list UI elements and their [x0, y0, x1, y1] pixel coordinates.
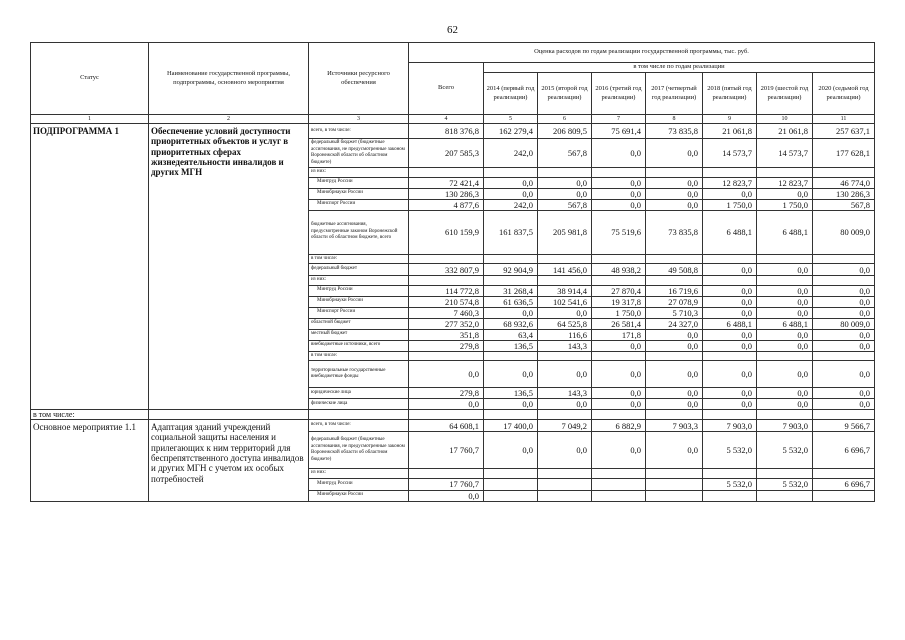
value-cell: 0,0	[592, 199, 646, 210]
value-cell	[409, 254, 484, 264]
value-cell	[703, 254, 757, 264]
column-number: 11	[813, 115, 875, 124]
value-cell	[409, 469, 484, 479]
value-cell: 0,0	[813, 329, 875, 340]
value-cell: 5 532,0	[757, 432, 813, 469]
value-cell: 1 750,0	[592, 307, 646, 318]
value-cell: 0,0	[592, 340, 646, 351]
value-cell	[409, 168, 484, 178]
value-cell	[646, 478, 703, 490]
value-cell: 143,3	[538, 340, 592, 351]
value-cell: 72 421,4	[409, 177, 484, 188]
value-cell: 161 837,5	[484, 210, 538, 254]
value-cell: 61 636,5	[484, 296, 538, 307]
header-name: Наименование государственной программы, подпрограммы, основного мероприятия	[149, 43, 309, 115]
value-cell: 242,0	[484, 139, 538, 168]
source-cell: Минобрнауки России	[309, 188, 409, 199]
empty-cell	[409, 410, 484, 420]
empty-cell	[149, 410, 309, 420]
value-cell: 80 009,0	[813, 210, 875, 254]
value-cell: 177 628,1	[813, 139, 875, 168]
value-cell: 6 882,9	[592, 420, 646, 432]
empty-cell	[538, 410, 592, 420]
value-cell	[592, 490, 646, 501]
value-cell: 0,0	[484, 188, 538, 199]
value-cell: 5 532,0	[703, 478, 757, 490]
value-cell: 1 750,0	[703, 199, 757, 210]
value-cell: 49 508,8	[646, 264, 703, 276]
source-cell: Минобрнауки России	[309, 490, 409, 501]
value-cell	[703, 276, 757, 286]
value-cell	[409, 276, 484, 286]
value-cell: 6 488,1	[703, 318, 757, 329]
value-cell: 0,0	[757, 307, 813, 318]
value-cell: 0,0	[538, 307, 592, 318]
value-cell: 73 835,8	[646, 124, 703, 139]
value-cell	[484, 478, 538, 490]
value-cell	[646, 168, 703, 178]
value-cell: 6 488,1	[757, 318, 813, 329]
value-cell: 1 750,0	[757, 199, 813, 210]
column-number: 8	[646, 115, 703, 124]
value-cell: 27 078,9	[646, 296, 703, 307]
value-cell: 205 981,8	[538, 210, 592, 254]
column-number: 5	[484, 115, 538, 124]
value-cell: 0,0	[538, 432, 592, 469]
budget-table	[30, 42, 875, 502]
value-cell: 0,0	[646, 188, 703, 199]
value-cell: 6 696,7	[813, 432, 875, 469]
value-cell: 0,0	[592, 388, 646, 399]
value-cell: 279,8	[409, 388, 484, 399]
source-cell: Минспорт России	[309, 307, 409, 318]
value-cell: 21 061,8	[703, 124, 757, 139]
header-year: 2020 (седьмой год реализации)	[813, 73, 875, 115]
source-cell: из них:	[309, 469, 409, 479]
value-cell: 14 573,7	[757, 139, 813, 168]
value-cell: 0,0	[703, 388, 757, 399]
value-cell: 21 061,8	[757, 124, 813, 139]
value-cell: 31 268,4	[484, 285, 538, 296]
header-estimate: Оценка расходов по годам реализации государственной программы, тыс. руб.	[409, 43, 875, 63]
value-cell: 80 009,0	[813, 318, 875, 329]
value-cell: 0,0	[703, 264, 757, 276]
value-cell	[484, 168, 538, 178]
header-status: Статус	[31, 43, 149, 115]
in-that-number-label: в том числе:	[31, 410, 149, 420]
value-cell: 48 938,2	[592, 264, 646, 276]
value-cell	[703, 469, 757, 479]
value-cell: 332 807,9	[409, 264, 484, 276]
value-cell: 0,0	[703, 188, 757, 199]
source-cell: территориальные государственные внебюджетные фонды	[309, 361, 409, 388]
value-cell: 0,0	[757, 296, 813, 307]
empty-cell	[592, 410, 646, 420]
page-number: 62	[447, 24, 458, 36]
value-cell: 351,8	[409, 329, 484, 340]
value-cell	[813, 490, 875, 501]
source-cell: Минтруд России	[309, 285, 409, 296]
value-cell	[538, 469, 592, 479]
value-cell: 0,0	[757, 340, 813, 351]
value-cell: 141 456,0	[538, 264, 592, 276]
empty-cell	[703, 410, 757, 420]
value-cell: 0,0	[813, 264, 875, 276]
source-cell: Минтруд России	[309, 177, 409, 188]
value-cell: 16 719,6	[646, 285, 703, 296]
value-cell: 102 541,6	[538, 296, 592, 307]
source-cell: в том числе:	[309, 351, 409, 361]
value-cell	[592, 168, 646, 178]
table-row	[31, 410, 875, 420]
column-number: 10	[757, 115, 813, 124]
value-cell: 257 637,1	[813, 124, 875, 139]
value-cell: 0,0	[813, 399, 875, 410]
value-cell: 17 760,7	[409, 432, 484, 469]
value-cell	[757, 254, 813, 264]
value-cell	[484, 276, 538, 286]
value-cell: 0,0	[757, 285, 813, 296]
table-row	[31, 124, 875, 139]
value-cell: 0,0	[646, 340, 703, 351]
value-cell: 26 581,4	[592, 318, 646, 329]
value-cell: 0,0	[646, 388, 703, 399]
value-cell: 242,0	[484, 199, 538, 210]
value-cell: 567,8	[538, 139, 592, 168]
source-cell: Минтруд России	[309, 478, 409, 490]
value-cell: 17 760,7	[409, 478, 484, 490]
value-cell	[484, 254, 538, 264]
value-cell: 0,0	[592, 139, 646, 168]
value-cell: 279,8	[409, 340, 484, 351]
source-cell: федеральный бюджет	[309, 264, 409, 276]
value-cell: 0,0	[592, 177, 646, 188]
source-cell: федеральный бюджет (бюджетные ассигнования, не предусмотренные законом Воронежской области об областном бюджете)	[309, 432, 409, 469]
column-number: 7	[592, 115, 646, 124]
value-cell: 0,0	[703, 307, 757, 318]
value-cell: 7 049,2	[538, 420, 592, 432]
value-cell	[757, 276, 813, 286]
value-cell: 567,8	[538, 199, 592, 210]
value-cell	[757, 351, 813, 361]
value-cell: 0,0	[409, 490, 484, 501]
value-cell	[538, 276, 592, 286]
value-cell	[484, 469, 538, 479]
value-cell	[757, 469, 813, 479]
source-cell: всего, в том числе:	[309, 124, 409, 139]
value-cell: 64 608,1	[409, 420, 484, 432]
value-cell: 0,0	[813, 340, 875, 351]
value-cell	[409, 351, 484, 361]
value-cell: 0,0	[703, 361, 757, 388]
value-cell: 0,0	[813, 296, 875, 307]
value-cell: 0,0	[592, 399, 646, 410]
value-cell: 7 460,3	[409, 307, 484, 318]
empty-cell	[813, 410, 875, 420]
value-cell: 0,0	[538, 188, 592, 199]
value-cell	[538, 490, 592, 501]
value-cell: 0,0	[409, 399, 484, 410]
header-year: 2017 (четвертый год реализации)	[646, 73, 703, 115]
value-cell	[592, 276, 646, 286]
value-cell: 0,0	[703, 285, 757, 296]
value-cell	[757, 490, 813, 501]
value-cell	[703, 490, 757, 501]
value-cell: 114 772,8	[409, 285, 484, 296]
value-cell: 64 525,8	[538, 318, 592, 329]
value-cell: 206 809,5	[538, 124, 592, 139]
source-cell: в том числе:	[309, 254, 409, 264]
value-cell	[646, 254, 703, 264]
empty-cell	[309, 410, 409, 420]
value-cell: 818 376,8	[409, 124, 484, 139]
source-cell: всего, в том числе:	[309, 420, 409, 432]
value-cell: 19 317,8	[592, 296, 646, 307]
value-cell: 4 877,6	[409, 199, 484, 210]
value-cell: 0,0	[538, 361, 592, 388]
value-cell	[592, 351, 646, 361]
value-cell: 14 573,7	[703, 139, 757, 168]
value-cell: 6 696,7	[813, 478, 875, 490]
value-cell: 136,5	[484, 388, 538, 399]
value-cell: 38 914,4	[538, 285, 592, 296]
value-cell	[703, 351, 757, 361]
source-cell: из них:	[309, 168, 409, 178]
value-cell	[538, 478, 592, 490]
column-number: 4	[409, 115, 484, 124]
value-cell: 0,0	[592, 432, 646, 469]
value-cell: 0,0	[757, 329, 813, 340]
value-cell: 9 566,7	[813, 420, 875, 432]
value-cell: 0,0	[757, 399, 813, 410]
value-cell: 0,0	[484, 307, 538, 318]
value-cell	[813, 254, 875, 264]
value-cell: 6 488,1	[757, 210, 813, 254]
value-cell: 0,0	[646, 177, 703, 188]
source-cell: областной бюджет	[309, 318, 409, 329]
value-cell	[538, 351, 592, 361]
value-cell: 12 823,7	[703, 177, 757, 188]
value-cell	[646, 469, 703, 479]
header-year: 2019 (шестой год реализации)	[757, 73, 813, 115]
value-cell: 0,0	[592, 361, 646, 388]
value-cell: 0,0	[484, 432, 538, 469]
value-cell: 24 327,0	[646, 318, 703, 329]
value-cell	[538, 254, 592, 264]
column-number: 3	[309, 115, 409, 124]
value-cell: 0,0	[703, 329, 757, 340]
source-cell: федеральный бюджет (бюджетные ассигнования, не предусмотренные законом Воронежской области об областном бюджете)	[309, 139, 409, 168]
value-cell: 0,0	[757, 264, 813, 276]
value-cell: 5 710,3	[646, 307, 703, 318]
value-cell: 92 904,9	[484, 264, 538, 276]
value-cell: 17 400,0	[484, 420, 538, 432]
value-cell: 0,0	[813, 307, 875, 318]
value-cell: 0,0	[646, 399, 703, 410]
value-cell	[484, 490, 538, 501]
header-year: 2014 (первый год реализации)	[484, 73, 538, 115]
value-cell	[646, 351, 703, 361]
value-cell: 207 585,3	[409, 139, 484, 168]
empty-cell	[484, 410, 538, 420]
value-cell	[646, 276, 703, 286]
source-cell: из них:	[309, 276, 409, 286]
event-name: Адаптация зданий учреждений социальной защиты населения и прилегающих к ним территорий для беспрепятственного доступа инвалидов и других МГН с учетом их особых потребностей	[149, 420, 309, 502]
source-cell: юридические лица	[309, 388, 409, 399]
value-cell: 0,0	[813, 388, 875, 399]
value-cell: 0,0	[538, 399, 592, 410]
value-cell: 0,0	[484, 399, 538, 410]
value-cell: 610 159,9	[409, 210, 484, 254]
value-cell: 0,0	[646, 139, 703, 168]
column-number: 1	[31, 115, 149, 124]
source-cell: бюджетные ассигнования, предусмотренные законом Воронежской области об областном бюджете, всего	[309, 210, 409, 254]
value-cell: 5 532,0	[757, 478, 813, 490]
header-year: 2015 (второй год реализации)	[538, 73, 592, 115]
value-cell	[592, 254, 646, 264]
header-year: 2016 (третий год реализации)	[592, 73, 646, 115]
value-cell: 567,8	[813, 199, 875, 210]
column-number: 2	[149, 115, 309, 124]
value-cell: 73 835,8	[646, 210, 703, 254]
value-cell: 0,0	[646, 329, 703, 340]
value-cell: 0,0	[409, 361, 484, 388]
value-cell: 171,8	[592, 329, 646, 340]
value-cell: 7 903,0	[703, 420, 757, 432]
value-cell	[592, 469, 646, 479]
subprogram-name: Обеспечение условий доступности приоритетных объектов и услуг в приоритетных сферах жизнедеятельности инвалидов и других МГН	[149, 124, 309, 410]
header-total: Всего	[409, 63, 484, 115]
value-cell: 210 574,8	[409, 296, 484, 307]
value-cell: 0,0	[813, 285, 875, 296]
value-cell: 0,0	[757, 361, 813, 388]
value-cell	[813, 168, 875, 178]
value-cell: 130 286,3	[813, 188, 875, 199]
header-sources: Источники ресурсного обеспечения	[309, 43, 409, 115]
header-including: в том числе по годам реализации	[484, 63, 875, 73]
header-year: 2018 (пятый год реализации)	[703, 73, 757, 115]
value-cell: 0,0	[538, 177, 592, 188]
value-cell: 0,0	[484, 177, 538, 188]
value-cell: 0,0	[646, 199, 703, 210]
empty-cell	[646, 410, 703, 420]
table-row	[31, 420, 875, 432]
value-cell: 75 691,4	[592, 124, 646, 139]
source-cell: местный бюджет	[309, 329, 409, 340]
value-cell: 0,0	[813, 361, 875, 388]
column-number: 6	[538, 115, 592, 124]
value-cell: 0,0	[757, 188, 813, 199]
value-cell: 162 279,4	[484, 124, 538, 139]
value-cell: 0,0	[592, 188, 646, 199]
empty-cell	[757, 410, 813, 420]
value-cell: 0,0	[703, 296, 757, 307]
value-cell: 68 932,6	[484, 318, 538, 329]
value-cell	[703, 168, 757, 178]
source-cell: внебюджетные источники, всего	[309, 340, 409, 351]
value-cell: 0,0	[757, 388, 813, 399]
value-cell: 27 870,4	[592, 285, 646, 296]
value-cell: 12 823,7	[757, 177, 813, 188]
value-cell	[813, 469, 875, 479]
value-cell: 5 532,0	[703, 432, 757, 469]
value-cell	[484, 351, 538, 361]
value-cell: 0,0	[646, 361, 703, 388]
value-cell	[813, 351, 875, 361]
value-cell	[646, 490, 703, 501]
value-cell	[757, 168, 813, 178]
value-cell: 277 352,0	[409, 318, 484, 329]
value-cell: 6 488,1	[703, 210, 757, 254]
value-cell: 130 286,3	[409, 188, 484, 199]
value-cell	[538, 168, 592, 178]
source-cell: физические лица	[309, 399, 409, 410]
value-cell	[592, 478, 646, 490]
value-cell: 46 774,0	[813, 177, 875, 188]
value-cell: 136,5	[484, 340, 538, 351]
subprogram-status: ПОДПРОГРАММА 1	[31, 124, 149, 410]
value-cell: 116,6	[538, 329, 592, 340]
value-cell: 143,3	[538, 388, 592, 399]
value-cell: 7 903,0	[757, 420, 813, 432]
value-cell: 0,0	[646, 432, 703, 469]
source-cell: Минспорт России	[309, 199, 409, 210]
source-cell: Минобрнауки России	[309, 296, 409, 307]
value-cell: 7 903,3	[646, 420, 703, 432]
value-cell: 75 519,6	[592, 210, 646, 254]
value-cell: 0,0	[484, 361, 538, 388]
value-cell	[813, 276, 875, 286]
value-cell: 0,0	[703, 340, 757, 351]
value-cell: 63,4	[484, 329, 538, 340]
value-cell: 0,0	[703, 399, 757, 410]
event-status: Основное мероприятие 1.1	[31, 420, 149, 502]
column-number: 9	[703, 115, 757, 124]
